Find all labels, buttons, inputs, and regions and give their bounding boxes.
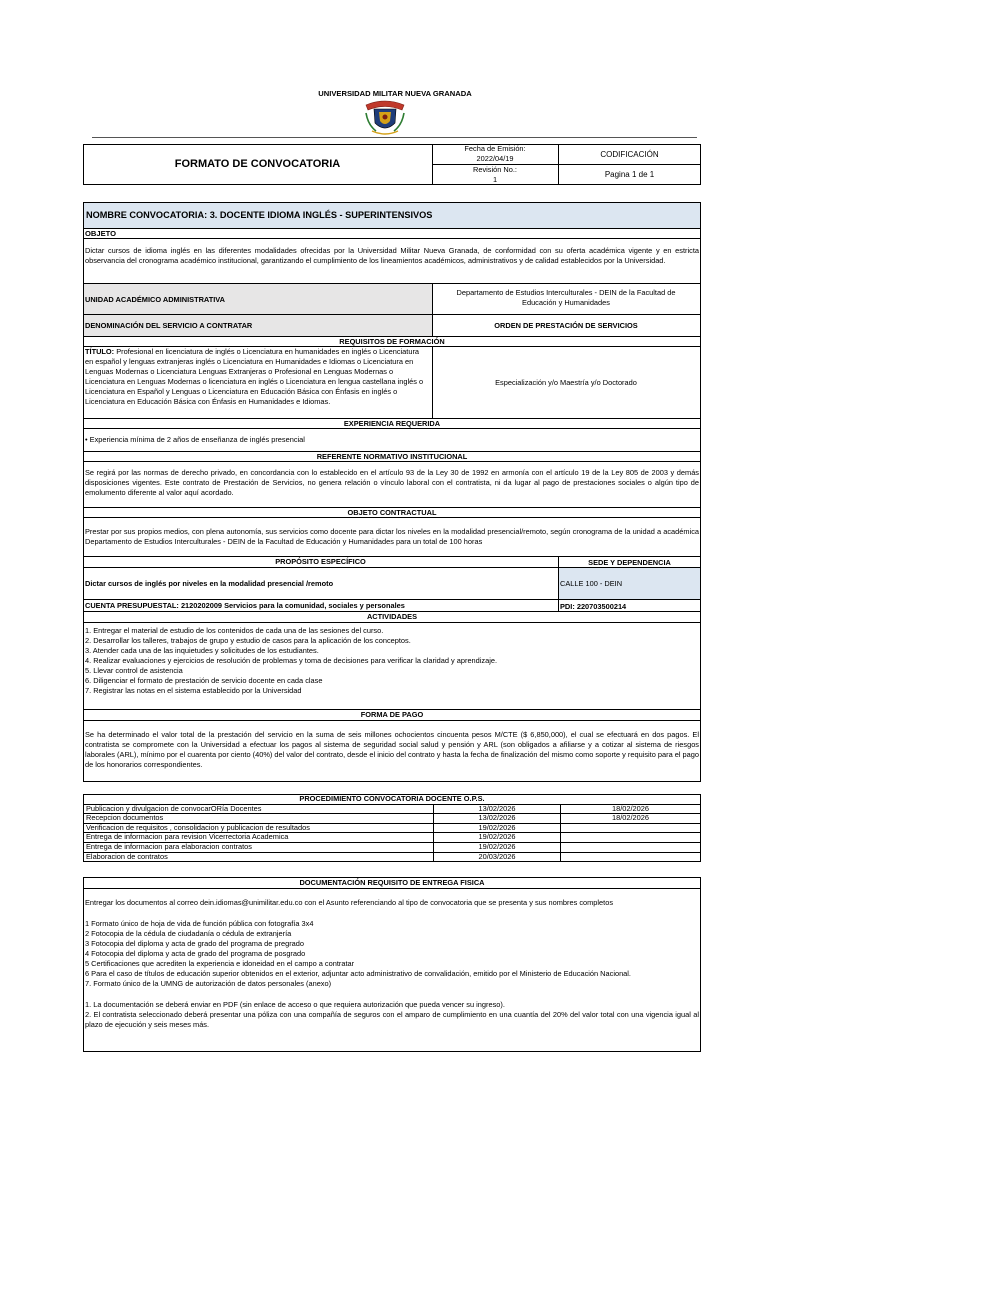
table-cell: 20/03/2026 — [434, 852, 561, 862]
table-cell: Recepcion documentos — [84, 814, 434, 824]
list-item: 4. Realizar evaluaciones y ejercicios de resolución de problemas y toma de decisiones para verificar la claridad y aprendizaje. — [85, 656, 498, 665]
table-row — [84, 842, 701, 852]
requisitos-label: REQUISITOS DE FORMACIÓN — [339, 337, 445, 346]
pagina: Pagina 1 de 1 — [604, 170, 655, 179]
experiencia-text: • Experiencia mínima de 2 años de enseñanza de inglés presencial — [85, 435, 305, 444]
objeto-contractual-text: Prestar por sus propios medios, con plena autonomía, sus servicios como docente para dictar los niveles en la modalidad presencial/remoto, según cronograma de la unidad a académica Departamento de Estudios Interculturales - DEIN de la Facultad de Educación y Humanidades para un total de 100 horas — [85, 527, 699, 546]
list-item: 2. Desarrollar los talleres, trabajos de grupo y estudio de casos para la aplicación de los conceptos. — [85, 636, 411, 645]
divider — [83, 238, 701, 239]
list-item: 6 Para el caso de títulos de educación superior obtenidos en el exterior, adjuntar acto administrativo de convalidación, emitido por el Ministerio de Educación Nacional. — [85, 969, 631, 978]
revision — [432, 165, 558, 184]
denominacion-value: ORDEN DE PRESTACIÓN DE SERVICIOS — [494, 321, 638, 330]
proposito-label: PROPÓSITO ESPECÍFICO — [275, 557, 366, 566]
university-seal-logo — [362, 99, 408, 137]
note-item: 2. El contratista seleccionado deberá presentar una póliza con una compañía de seguros con el amparo de cumplimiento en una cuantía del 20% del valor total con una vigencia igual al plazo de ejecución y seis meses más. — [85, 1010, 699, 1029]
table-cell: 19/02/2026 — [434, 823, 561, 833]
list-item: 3. Atender cada una de las inquietudes y solicitudes de los estudiantes. — [85, 646, 319, 655]
unidad-value: Departamento de Estudios Interculturales - DEIN de la Facultad de Educación y Humanidades — [456, 288, 676, 307]
divider — [83, 228, 701, 229]
divider — [83, 720, 701, 721]
revision-value: 1 — [492, 174, 498, 184]
denominacion-label: DENOMINACIÓN DEL SERVICIO A CONTRATAR — [85, 321, 253, 330]
table-cell: Verificacion de requisitos , consolidacion y publicacion de resultados — [84, 823, 434, 833]
list-item: 5. Llevar control de asistencia — [85, 666, 183, 675]
note-item: 1. La documentación se deberá enviar en PDF (sin enlace de acceso o que requiera autorización que pueda vencer su ingreso). — [85, 1000, 505, 1009]
procedimiento-table — [83, 794, 701, 862]
procedimiento-label: PROCEDIMIENTO CONVOCATORIA DOCENTE O.P.S. — [84, 795, 701, 805]
nombre-convocatoria: NOMBRE CONVOCATORIA: 3. DOCENTE IDIOMA INGLÉS - SUPERINTENSIVOS — [84, 203, 700, 228]
table-cell: Entrega de informacion para revision Vicerrectoria Academica — [84, 833, 434, 843]
list-item: 4 Fotocopia del diploma y acta de grado del programa de posgrado — [85, 949, 306, 958]
list-item: 3 Fotocopia del diploma y acta de grado del programa de pregrado — [85, 939, 304, 948]
actividades-label: ACTIVIDADES — [366, 612, 418, 621]
list-item: 5 Certificaciones que acrediten la experiencia e idoneidad en el campo a contratar — [85, 959, 355, 968]
unidad-label: UNIDAD ACADÉMICO ADMINISTRATIVA — [85, 295, 226, 304]
table-cell — [561, 823, 701, 833]
list-item: 7. Formato único de la UMNG de autorización de datos personales (anexo) — [85, 979, 332, 988]
list-item: 6. Diligenciar el formato de prestación de servicio docente en cada clase — [85, 676, 323, 685]
table-cell: Publicacion y divulgacion de convocarORía Docentes — [84, 804, 434, 814]
form-title: FORMATO DE CONVOCATORIA — [174, 158, 341, 170]
forma-pago-text: Se ha determinado el valor total de la prestación del servicio en la suma de seis millones ochocientos cincuenta pesos M/CTE ($ 6,850,000), el cual se efectuará en dos pagos. El contratista se compromete con la Universidad a efectuar los pagos al sistema de seguridad social salud y pensión y ARL (son obligados a afiliarse y a cotizar al sistema de riesgos laborales (ARL), mínimo por el cuarenta por ciento (40%) del valor del contrato, desde el inicio del contrato y hasta la fecha de finalización del mismo como soporte y requisito para el pago de los honorarios correspondientes. — [85, 730, 699, 769]
divider — [83, 622, 701, 623]
cuenta-presupuestal: CUENTA PRESUPUESTAL: 2120202009 Servicios para la comunidad, sociales y personales — [85, 601, 405, 610]
table-cell: 18/02/2026 — [561, 804, 701, 814]
pdi: PDI: 220703500214 — [560, 602, 627, 611]
sede-value: CALLE 100 - DEIN — [560, 579, 623, 588]
university-name: UNIVERSIDAD MILITAR NUEVA GRANADA — [318, 89, 472, 98]
list-item: 1 Formato único de hoja de vida de función pública con fotografía 3x4 — [85, 919, 314, 928]
objeto-label: OBJETO — [85, 229, 117, 238]
table-row — [84, 814, 701, 824]
objeto-contractual-label: OBJETO CONTRACTUAL — [347, 508, 437, 517]
forma-pago-label: FORMA DE PAGO — [360, 710, 424, 719]
table-row — [84, 852, 701, 862]
table-cell — [561, 842, 701, 852]
divider — [83, 888, 701, 889]
divider — [83, 599, 701, 600]
referente-label: REFERENTE NORMATIVO INSTITUCIONAL — [316, 452, 468, 461]
table-cell — [561, 852, 701, 862]
header-divider — [92, 137, 697, 138]
documentacion-list — [85, 919, 631, 989]
fecha-value: 2022/04/19 — [476, 153, 514, 163]
posgrado: Especialización y/o Maestría y/o Doctorado — [495, 378, 637, 387]
codificacion: CODIFICACIÓN — [600, 150, 659, 159]
table-cell — [561, 833, 701, 843]
divider — [83, 517, 701, 518]
referente-text: Se regirá por las normas de derecho privado, en concordancia con lo establecido en el artículo 93 de la Ley 30 de 1992 en armonía con el artículo 19 de la Ley 805 de 2003 y demás disposiciones vigentes. Este contrato de Prestación de Servicios, no genera relación o vínculo laboral con el contratista, ni da lugar al pago de prestaciones sociales o algún tipo de emolumento diferente al valor aquí acordado. — [85, 468, 699, 497]
actividades-list — [85, 626, 497, 696]
titulo-label: TÍTULO: — [85, 347, 115, 356]
list-item: 7. Registrar las notas en el sistema establecido por la Universidad — [85, 686, 302, 695]
list-item: 1. Entregar el material de estudio de los contenidos de cada una de las sesiones del curso. — [85, 626, 384, 635]
table-cell: 18/02/2026 — [561, 814, 701, 824]
objeto-text: Dictar cursos de idioma inglés en las diferentes modalidades ofrecidas por la Universidad Militar Nueva Granada, de conformidad con su oferta académica vigente y en estricta observancia del cronograma académico institucional, garantizando el cumplimiento de los lineamientos académicos, administrativos y de calidad establecidos por la Universidad. — [85, 246, 699, 265]
table-cell: Elaboracion de contratos — [84, 852, 434, 862]
titulo-block — [85, 347, 425, 407]
documentacion-intro: Entregar los documentos al correo dein.idiomas@unimilitar.edu.co con el Asunto referenciando al tipo de convocatoria que se presenta y sus nombres completos — [85, 898, 614, 907]
table-cell: 19/02/2026 — [434, 842, 561, 852]
table-cell: 13/02/2026 — [434, 814, 561, 824]
documentacion-notes — [83, 1000, 701, 1030]
divider — [83, 428, 701, 429]
table-cell: 19/02/2026 — [434, 833, 561, 843]
fecha-label: Fecha de Emisión: — [464, 144, 526, 153]
fecha-emision — [432, 144, 558, 163]
revision-label: Revisión No.: — [473, 165, 517, 174]
table-row — [84, 804, 701, 814]
table-cell: Entrega de informacion para elaboracion contratos — [84, 842, 434, 852]
list-item: 2 Fotocopia de la cédula de ciudadanía o cédula de extranjería — [85, 929, 292, 938]
experiencia-label: EXPERIENCIA REQUERIDA — [343, 419, 441, 428]
titulo-text: Profesional en licenciatura de inglés o Licenciatura en humanidades en inglés o Licenciatura en español y lenguas extranjeras inglés o Licenciatura en Humanidades e Idiomas o Licenciatura en Lenguas Modernas o Licenciatura Lenguas Extranjeras o Profesional en Lenguas Modernas o Licenciatura en Lenguas Modernas o licenciatura en inglés o Licenciatura en lengua castellana inglés o Licenciatura en Español y Lenguas o Licenciatura en Educación Básica con Énfasis en inglés o Licenciatura en Educación Básica con Énfasis en Humanidades e Idiomas. — [85, 347, 424, 406]
table-cell: 13/02/2026 — [434, 804, 561, 814]
documentacion-label: DOCUMENTACIÓN REQUISITO DE ENTREGA FISICA — [299, 878, 485, 887]
sede-label: SEDE Y DEPENDENCIA — [588, 558, 671, 567]
proposito-text: Dictar cursos de inglés por niveles en la modalidad presencial /remoto — [85, 579, 334, 588]
divider — [83, 461, 701, 462]
